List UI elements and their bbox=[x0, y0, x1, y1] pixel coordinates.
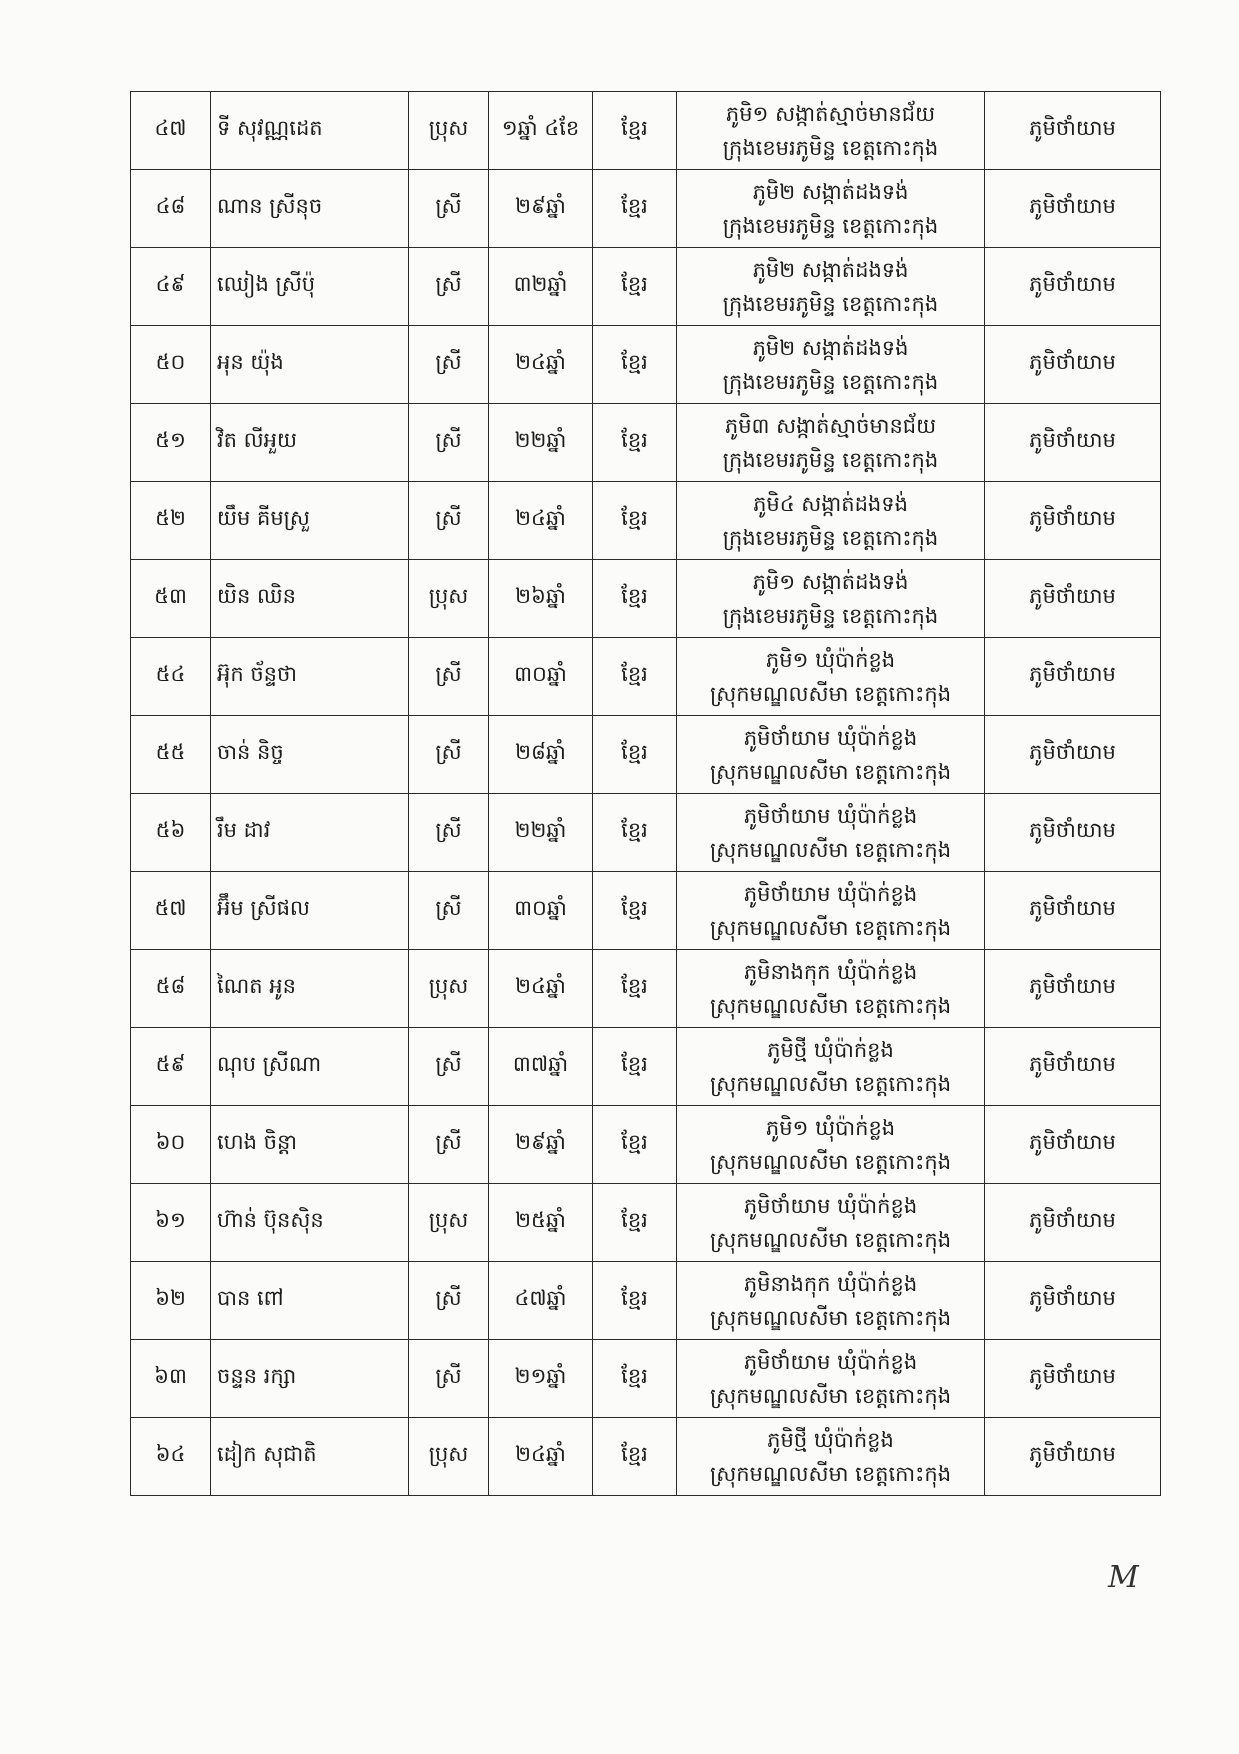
sex-cell: ស្រី bbox=[409, 482, 489, 560]
address-cell bbox=[677, 872, 985, 950]
table-row bbox=[131, 92, 1161, 170]
sex-cell: ស្រី bbox=[409, 1106, 489, 1184]
row-number: ៤៩ bbox=[131, 248, 211, 326]
address-line1: ភូមិនាងកុក ឃុំប៉ាក់ខ្លង bbox=[743, 1271, 918, 1296]
table-row bbox=[131, 638, 1161, 716]
person-name: យិន ឈិន bbox=[211, 560, 409, 638]
row-number: ៥៣ bbox=[131, 560, 211, 638]
address-line2: ក្រុងខេមរភូមិន្ទ ខេត្តកោះកុង bbox=[722, 213, 939, 238]
sex-cell: ប្រុស bbox=[409, 560, 489, 638]
age-cell: ២៦ឆ្នាំ bbox=[489, 560, 593, 638]
nationality-cell: ខ្មែរ bbox=[593, 1028, 677, 1106]
workplace-cell: ភូមិថាំយាម bbox=[985, 482, 1161, 560]
address-cell bbox=[677, 1106, 985, 1184]
age-cell: ២១ឆ្នាំ bbox=[489, 1340, 593, 1418]
table-row bbox=[131, 482, 1161, 560]
address-cell bbox=[677, 638, 985, 716]
person-name: យឹម គីមស្រួ bbox=[211, 482, 409, 560]
table-row bbox=[131, 1340, 1161, 1418]
workplace-cell: ភូមិថាំយាម bbox=[985, 794, 1161, 872]
workplace-cell: ភូមិថាំយាម bbox=[985, 716, 1161, 794]
address-cell bbox=[677, 1028, 985, 1106]
address-cell bbox=[677, 950, 985, 1028]
address-cell bbox=[677, 794, 985, 872]
age-cell: ៣០ឆ្នាំ bbox=[489, 872, 593, 950]
age-cell: ២២ឆ្នាំ bbox=[489, 794, 593, 872]
row-number: ៥៨ bbox=[131, 950, 211, 1028]
table-row bbox=[131, 1418, 1161, 1496]
row-number: ៥៥ bbox=[131, 716, 211, 794]
table-row bbox=[131, 794, 1161, 872]
address-line2: ស្រុកមណ្ឌលសីមា ខេត្តកោះកុង bbox=[709, 1227, 952, 1252]
workplace-cell: ភូមិថាំយាម bbox=[985, 1418, 1161, 1496]
address-cell bbox=[677, 1262, 985, 1340]
row-number: ៥៧ bbox=[131, 872, 211, 950]
address-cell bbox=[677, 1340, 985, 1418]
person-name: ចាន់ និច្ច bbox=[211, 716, 409, 794]
address-line2: ក្រុងខេមរភូមិន្ទ ខេត្តកោះកុង bbox=[722, 525, 939, 550]
sex-cell: ស្រី bbox=[409, 326, 489, 404]
address-cell bbox=[677, 248, 985, 326]
address-line2: ក្រុងខេមរភូមិន្ទ ខេត្តកោះកុង bbox=[722, 447, 939, 472]
nationality-cell: ខ្មែរ bbox=[593, 794, 677, 872]
table-row bbox=[131, 950, 1161, 1028]
address-line1: ភូមិថាំយាម ឃុំប៉ាក់ខ្លង bbox=[743, 1193, 918, 1218]
address-line2: ស្រុកមណ្ឌលសីមា ខេត្តកោះកុង bbox=[709, 759, 952, 784]
row-number: ៤៨ bbox=[131, 170, 211, 248]
row-number: ៥១ bbox=[131, 404, 211, 482]
address-line2: ស្រុកមណ្ឌលសីមា ខេត្តកោះកុង bbox=[709, 681, 952, 706]
address-cell bbox=[677, 1184, 985, 1262]
age-cell: ៣០ឆ្នាំ bbox=[489, 638, 593, 716]
person-name: អុន យ៉ុង bbox=[211, 326, 409, 404]
nationality-cell: ខ្មែរ bbox=[593, 404, 677, 482]
nationality-cell: ខ្មែរ bbox=[593, 92, 677, 170]
row-number: ៦៤ bbox=[131, 1418, 211, 1496]
sex-cell: ស្រី bbox=[409, 248, 489, 326]
person-name: រឹម ដាវ bbox=[211, 794, 409, 872]
workplace-cell: ភូមិថាំយាម bbox=[985, 1106, 1161, 1184]
row-number: ៦១ bbox=[131, 1184, 211, 1262]
workplace-cell: ភូមិថាំយាម bbox=[985, 170, 1161, 248]
address-line1: ភូមិ៣ សង្កាត់ស្មាច់មានជ័យ bbox=[724, 413, 937, 438]
address-line1: ភូមិនាងកុក ឃុំប៉ាក់ខ្លង bbox=[743, 959, 918, 984]
nationality-cell: ខ្មែរ bbox=[593, 872, 677, 950]
workplace-cell: ភូមិថាំយាម bbox=[985, 872, 1161, 950]
roster-body bbox=[131, 92, 1161, 1496]
sex-cell: ប្រុស bbox=[409, 1184, 489, 1262]
row-number: ៥០ bbox=[131, 326, 211, 404]
address-cell bbox=[677, 1418, 985, 1496]
nationality-cell: ខ្មែរ bbox=[593, 1184, 677, 1262]
sex-cell: ស្រី bbox=[409, 872, 489, 950]
address-line2: ស្រុកមណ្ឌលសីមា ខេត្តកោះកុង bbox=[709, 1305, 952, 1330]
person-name: ណាន ស្រីនុច bbox=[211, 170, 409, 248]
address-line1: ភូមិ២ សង្កាត់ដងទង់ bbox=[752, 179, 909, 204]
person-name: ហេង ចិន្តា bbox=[211, 1106, 409, 1184]
age-cell: ២២ឆ្នាំ bbox=[489, 404, 593, 482]
person-name: អ៊ឹម ស្រីផល bbox=[211, 872, 409, 950]
age-cell: ២៤ឆ្នាំ bbox=[489, 326, 593, 404]
address-line2: ក្រុងខេមរភូមិន្ទ ខេត្តកោះកុង bbox=[722, 603, 939, 628]
workplace-cell: ភូមិថាំយាម bbox=[985, 248, 1161, 326]
address-line1: ភូមិថ្មី ឃុំប៉ាក់ខ្លង bbox=[767, 1037, 894, 1062]
age-cell: ២៤ឆ្នាំ bbox=[489, 1418, 593, 1496]
address-line1: ភូមិ៤ សង្កាត់ដងទង់ bbox=[753, 491, 908, 516]
table-row bbox=[131, 560, 1161, 638]
row-number: ៥៤ bbox=[131, 638, 211, 716]
table-row bbox=[131, 1106, 1161, 1184]
handwritten-initials: M bbox=[1108, 1560, 1139, 1595]
workplace-cell: ភូមិថាំយាម bbox=[985, 950, 1161, 1028]
address-line1: ភូមិថាំយាម ឃុំប៉ាក់ខ្លង bbox=[743, 725, 918, 750]
address-line1: ភូមិ១ សង្កាត់ដងទង់ bbox=[752, 569, 909, 594]
table-row bbox=[131, 248, 1161, 326]
nationality-cell: ខ្មែរ bbox=[593, 482, 677, 560]
nationality-cell: ខ្មែរ bbox=[593, 1340, 677, 1418]
workplace-cell: ភូមិថាំយាម bbox=[985, 560, 1161, 638]
age-cell: ៣២ឆ្នាំ bbox=[489, 248, 593, 326]
table-row bbox=[131, 716, 1161, 794]
address-line1: ភូមិថាំយាម ឃុំប៉ាក់ខ្លង bbox=[743, 1349, 918, 1374]
address-line2: ក្រុងខេមរភូមិន្ទ ខេត្តកោះកុង bbox=[722, 369, 939, 394]
person-name: ទី សុវណ្ណដេត bbox=[211, 92, 409, 170]
address-line2: ស្រុកមណ្ឌលសីមា ខេត្តកោះកុង bbox=[709, 993, 952, 1018]
nationality-cell: ខ្មែរ bbox=[593, 170, 677, 248]
address-line1: ភូមិ១ ឃុំប៉ាក់ខ្លង bbox=[765, 647, 896, 672]
nationality-cell: ខ្មែរ bbox=[593, 248, 677, 326]
workplace-cell: ភូមិថាំយាម bbox=[985, 92, 1161, 170]
person-name: ដៀក សុជាតិ bbox=[211, 1418, 409, 1496]
address-line1: ភូមិថ្មី ឃុំប៉ាក់ខ្លង bbox=[767, 1427, 894, 1452]
address-cell bbox=[677, 716, 985, 794]
age-cell: ៤៧ឆ្នាំ bbox=[489, 1262, 593, 1340]
age-cell: ២៥ឆ្នាំ bbox=[489, 1184, 593, 1262]
age-cell: ២៤ឆ្នាំ bbox=[489, 950, 593, 1028]
workplace-cell: ភូមិថាំយាម bbox=[985, 1262, 1161, 1340]
nationality-cell: ខ្មែរ bbox=[593, 1418, 677, 1496]
address-cell bbox=[677, 92, 985, 170]
sex-cell: ស្រី bbox=[409, 404, 489, 482]
row-number: ៤៧ bbox=[131, 92, 211, 170]
sex-cell: ប្រុស bbox=[409, 1418, 489, 1496]
address-line2: ស្រុកមណ្ឌលសីមា ខេត្តកោះកុង bbox=[709, 915, 952, 940]
age-cell: ២៤ឆ្នាំ bbox=[489, 482, 593, 560]
sex-cell: ស្រី bbox=[409, 1262, 489, 1340]
age-cell: ២៨ឆ្នាំ bbox=[489, 716, 593, 794]
address-line1: ភូមិថាំយាម ឃុំប៉ាក់ខ្លង bbox=[743, 803, 918, 828]
address-line2: ស្រុកមណ្ឌលសីមា ខេត្តកោះកុង bbox=[709, 1071, 952, 1096]
sex-cell: ស្រី bbox=[409, 1340, 489, 1418]
person-name: ចន្ទន រក្សា bbox=[211, 1340, 409, 1418]
sex-cell: ស្រី bbox=[409, 638, 489, 716]
address-cell bbox=[677, 170, 985, 248]
address-cell bbox=[677, 404, 985, 482]
nationality-cell: ខ្មែរ bbox=[593, 950, 677, 1028]
person-name: ហ៊ាន់ ប៊ុនស៊ិន bbox=[211, 1184, 409, 1262]
table-row bbox=[131, 170, 1161, 248]
row-number: ៦២ bbox=[131, 1262, 211, 1340]
table-row bbox=[131, 1028, 1161, 1106]
sex-cell: ប្រុស bbox=[409, 92, 489, 170]
address-line2: ស្រុកមណ្ឌលសីមា ខេត្តកោះកុង bbox=[709, 1149, 952, 1174]
row-number: ៥២ bbox=[131, 482, 211, 560]
person-name: បាន ពៅ bbox=[211, 1262, 409, 1340]
address-line1: ភូមិ២ សង្កាត់ដងទង់ bbox=[752, 335, 909, 360]
address-line1: ភូមិថាំយាម ឃុំប៉ាក់ខ្លង bbox=[743, 881, 918, 906]
address-line2: ស្រុកមណ្ឌលសីមា ខេត្តកោះកុង bbox=[709, 837, 952, 862]
row-number: ៥៦ bbox=[131, 794, 211, 872]
address-cell bbox=[677, 326, 985, 404]
person-name: ណៃត អូន bbox=[211, 950, 409, 1028]
row-number: ៦៣ bbox=[131, 1340, 211, 1418]
table-row bbox=[131, 872, 1161, 950]
workplace-cell: ភូមិថាំយាម bbox=[985, 1184, 1161, 1262]
workplace-cell: ភូមិថាំយាម bbox=[985, 326, 1161, 404]
table-row bbox=[131, 1184, 1161, 1262]
workplace-cell: ភូមិថាំយាម bbox=[985, 1340, 1161, 1418]
roster-table bbox=[130, 91, 1161, 1496]
nationality-cell: ខ្មែរ bbox=[593, 560, 677, 638]
address-line1: ភូមិ២ សង្កាត់ដងទង់ bbox=[752, 257, 909, 282]
sex-cell: ប្រុស bbox=[409, 950, 489, 1028]
nationality-cell: ខ្មែរ bbox=[593, 716, 677, 794]
nationality-cell: ខ្មែរ bbox=[593, 638, 677, 716]
workplace-cell: ភូមិថាំយាម bbox=[985, 404, 1161, 482]
nationality-cell: ខ្មែរ bbox=[593, 326, 677, 404]
age-cell: ២៩ឆ្នាំ bbox=[489, 1106, 593, 1184]
address-line2: ស្រុកមណ្ឌលសីមា ខេត្តកោះកុង bbox=[709, 1383, 952, 1408]
address-line2: ស្រុកមណ្ឌលសីមា ខេត្តកោះកុង bbox=[709, 1461, 952, 1486]
workplace-cell: ភូមិថាំយាម bbox=[985, 638, 1161, 716]
table-row bbox=[131, 404, 1161, 482]
address-line2: ក្រុងខេមរភូមិន្ទ ខេត្តកោះកុង bbox=[722, 135, 939, 160]
table-row bbox=[131, 1262, 1161, 1340]
row-number: ៥៩ bbox=[131, 1028, 211, 1106]
address-cell bbox=[677, 482, 985, 560]
table-row bbox=[131, 326, 1161, 404]
sex-cell: ស្រី bbox=[409, 716, 489, 794]
address-cell bbox=[677, 560, 985, 638]
age-cell: ១ឆ្នាំ ៤ខែ bbox=[489, 92, 593, 170]
sex-cell: ស្រី bbox=[409, 170, 489, 248]
nationality-cell: ខ្មែរ bbox=[593, 1262, 677, 1340]
age-cell: ២៩ឆ្នាំ bbox=[489, 170, 593, 248]
person-name: ឈៀង ស្រីប៉ុ bbox=[211, 248, 409, 326]
row-number: ៦០ bbox=[131, 1106, 211, 1184]
workplace-cell: ភូមិថាំយាម bbox=[985, 1028, 1161, 1106]
address-line1: ភូមិ១ ឃុំប៉ាក់ខ្លង bbox=[765, 1115, 896, 1140]
age-cell: ៣៧ឆ្នាំ bbox=[489, 1028, 593, 1106]
person-name: ណុប ស្រីណា bbox=[211, 1028, 409, 1106]
person-name: អ៊ុក ច័ន្ទថា bbox=[211, 638, 409, 716]
address-line2: ក្រុងខេមរភូមិន្ទ ខេត្តកោះកុង bbox=[722, 291, 939, 316]
sex-cell: ស្រី bbox=[409, 794, 489, 872]
sex-cell: ស្រី bbox=[409, 1028, 489, 1106]
nationality-cell: ខ្មែរ bbox=[593, 1106, 677, 1184]
address-line1: ភូមិ១ សង្កាត់ស្មាច់មានជ័យ bbox=[725, 101, 936, 126]
person-name: វិត លីអួយ bbox=[211, 404, 409, 482]
